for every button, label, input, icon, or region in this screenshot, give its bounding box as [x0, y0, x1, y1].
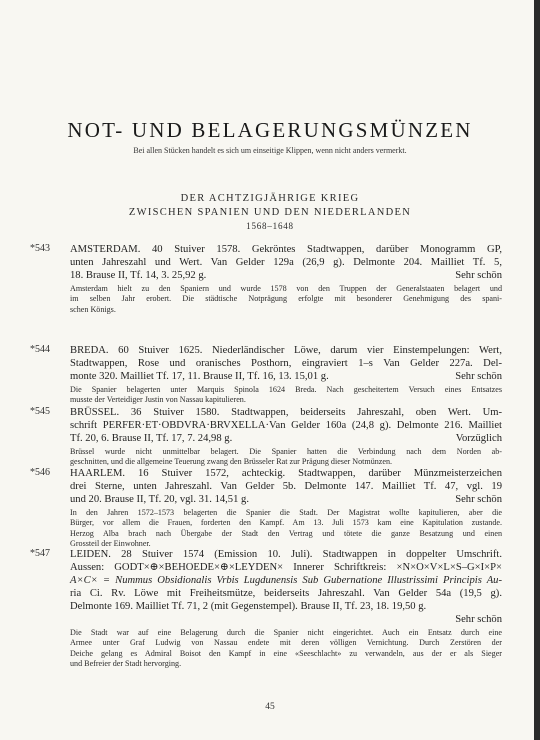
catalog-entry	[30, 467, 502, 549]
entry-text-line: HAARLEM. 16 Stuiver 1572, achteckig. Stadtwappen, darüber Münzmeisterzeichen	[70, 468, 502, 479]
entry-grade: Sehr schön	[455, 614, 502, 625]
entry-text-line: A×C× = Nummus Obsidionalis Vrbis Lugdunensis Sub Gubernatione Illustrissimi Principis Au-	[70, 575, 502, 586]
entry-number: *543	[30, 243, 50, 254]
entry-last-line-row	[70, 370, 502, 383]
entry-text-line: Delmonte 169. Mailliet Tf. 71, 2 (mit Gegenstempel). Brause II, Tf. 23, 18. 19,50 g.	[70, 601, 427, 612]
entry-note-line: Die Spanier belagerten unter Marquis Spinola 1624 Breda. Nach gescheitertem Versuch eines Entsatzes	[70, 385, 502, 394]
page-subtitle: Bei allen Stücken handelt es sich um einseitige Klippen, wenn nicht anders vermerkt.	[133, 146, 407, 155]
entry-text-line: unten Jahreszahl und Wert. Van Gelder 129a (26,9 g). Delmonte 204. Mailliet Tf. 5,	[70, 257, 502, 268]
section-years: 1568–1648	[246, 221, 294, 231]
entry-last-line-row	[70, 269, 502, 282]
entry-text-line: BREDA. 60 Stuiver 1625. Niederländischer Löwe, darum vier Einstempelungen: Wert,	[70, 345, 502, 356]
entry-note-line: Bürger, vor allem die Frauen, forderten den Kampf. Am 13. Juli 1573 kam eine Kapitulation zustande.	[70, 518, 502, 528]
entry-note-line: schen Königs.	[70, 304, 116, 314]
entry-note-line: musste der Verteidiger Justin von Nassau kapitulieren.	[70, 395, 246, 405]
entry-grade: Sehr schön	[455, 494, 502, 505]
entry-number: *544	[30, 344, 50, 355]
entry-number: *545	[30, 406, 50, 417]
entry-note-line: In den Jahren 1572–1573 belagerten die Spanier die Stadt. Der Magistrat wollte kapitulieren, aber die	[70, 508, 502, 517]
entry-note-line: Die Stadt war auf eine Belagerung durch die Spanier nicht eingerichtet. Auch ein Entsatz durch eine	[70, 628, 502, 637]
entry-number: *547	[30, 548, 50, 559]
entry-note-line: Herzog Alba brach nach Übergabe der Stadt den Vertrag und tötete die ganze Besatzung und einen	[70, 528, 502, 538]
entry-text-line: Aussen: GODT×⊕×BEHOEDE×⊕×LEYDEN× Innerer Schriftkreis: ×N×O×V×L×S–G×I×P×	[70, 562, 502, 573]
entry-note-line: geschnitten, und die allgemeine Teuerung zwang den Brüsseler Rat zur Prägung dieser Notmünzen.	[70, 457, 393, 467]
entry-number: *546	[30, 467, 50, 478]
entry-grade: Sehr schön	[455, 270, 502, 281]
entry-note-line: Armee unter Graf Ludwig von Nassau endete mit deren völligen Vernichtung. Durch Zerstören der	[70, 638, 502, 648]
section-heading-line1: DER ACHTZIGJÄHRIGE KRIEG	[180, 193, 360, 204]
catalog-entry	[30, 344, 502, 406]
entry-note-line: Brüssel wurde nicht unmittelbar belagert. Die Spanier hatten die Verbindung nach dem Norden ab-	[70, 447, 502, 456]
entry-text-line: LEIDEN. 28 Stuiver 1574 (Emission 10. Juli). Stadtwappen in doppelter Umschrift.	[70, 549, 502, 560]
entry-text-line: drei Sterne, unten Jahreszahl. Van Gelder 5b. Delmonte 147. Mailliet Tf. 47, vgl. 19	[70, 481, 502, 492]
catalog-entry	[30, 406, 502, 468]
page-title: NOT- UND BELAGERUNGSMÜNZEN	[67, 118, 473, 142]
entry-note-line: Grossteil der Einwohner.	[70, 538, 151, 548]
entry-text-line: ria Ci. Rv. Löwe mit Freiheitsmütze, beiderseits Jahreszahl. Van Gelder 54a (19,5 g).	[70, 588, 502, 599]
entry-text-line: 18. Brause II, Tf. 14, 3. 25,92 g.	[70, 270, 207, 281]
entry-grade: Sehr schön	[455, 371, 502, 382]
entry-last-line-row	[70, 493, 502, 506]
entry-text-line: monte 320. Mailliet Tf. 17, 11. Brause II, Tf. 16, 13. 15,01 g.	[70, 371, 329, 382]
entry-text-line: BRÜSSEL. 36 Stuiver 1580. Stadtwappen, beiderseits Jahreszahl, oben Wert. Um-	[70, 407, 502, 418]
entry-text-line: und 20. Brause II, Tf. 20, vgl. 31. 14,51 g.	[70, 494, 249, 505]
catalog-entry	[30, 243, 502, 315]
entry-note-line: und Befreier der Stadt hervorging.	[70, 658, 182, 668]
entry-text-line: Stadtwappen, Rose und oranisches Posthorn, eingraviert 1–s Van Gelder 227a. Del-	[70, 358, 502, 369]
entry-text-line: Tf. 20, 6. Brause II, Tf. 17, 7. 24,98 g.	[70, 433, 233, 444]
page-number: 45	[265, 702, 275, 712]
entry-last-line-row	[70, 432, 502, 445]
section-heading-line2: ZWISCHEN SPANIEN UND DEN NIEDERLANDEN	[128, 207, 412, 218]
entry-text-line: schrift PERFER·ET·OBDVRA·BRVXELLA·Van Gelder 160a (24,8 g). Delmonte 216. Mailliet	[70, 420, 502, 431]
entry-note-line: Deiche gelang es Admiral Boisot den Kampf in eine «Seeschlacht» zu verwandeln, aus der er als Sieger	[70, 648, 502, 658]
entry-note-line: im selben Jahr erobert. Die städtische Notprägung erfolgte mit besonderer Genehmigung des spani-	[70, 294, 502, 304]
page-edge	[534, 0, 540, 740]
catalog-entry	[30, 548, 502, 669]
entry-grade: Vorzüglich	[455, 433, 502, 444]
entry-text-line: AMSTERDAM. 40 Stuiver 1578. Gekröntes Stadtwappen, darüber Monogramm GP,	[70, 244, 502, 255]
entry-note-line: Amsterdam hielt zu den Spaniern und wurde 1578 von den Truppen der Generalstaaten belagert und	[70, 284, 502, 293]
